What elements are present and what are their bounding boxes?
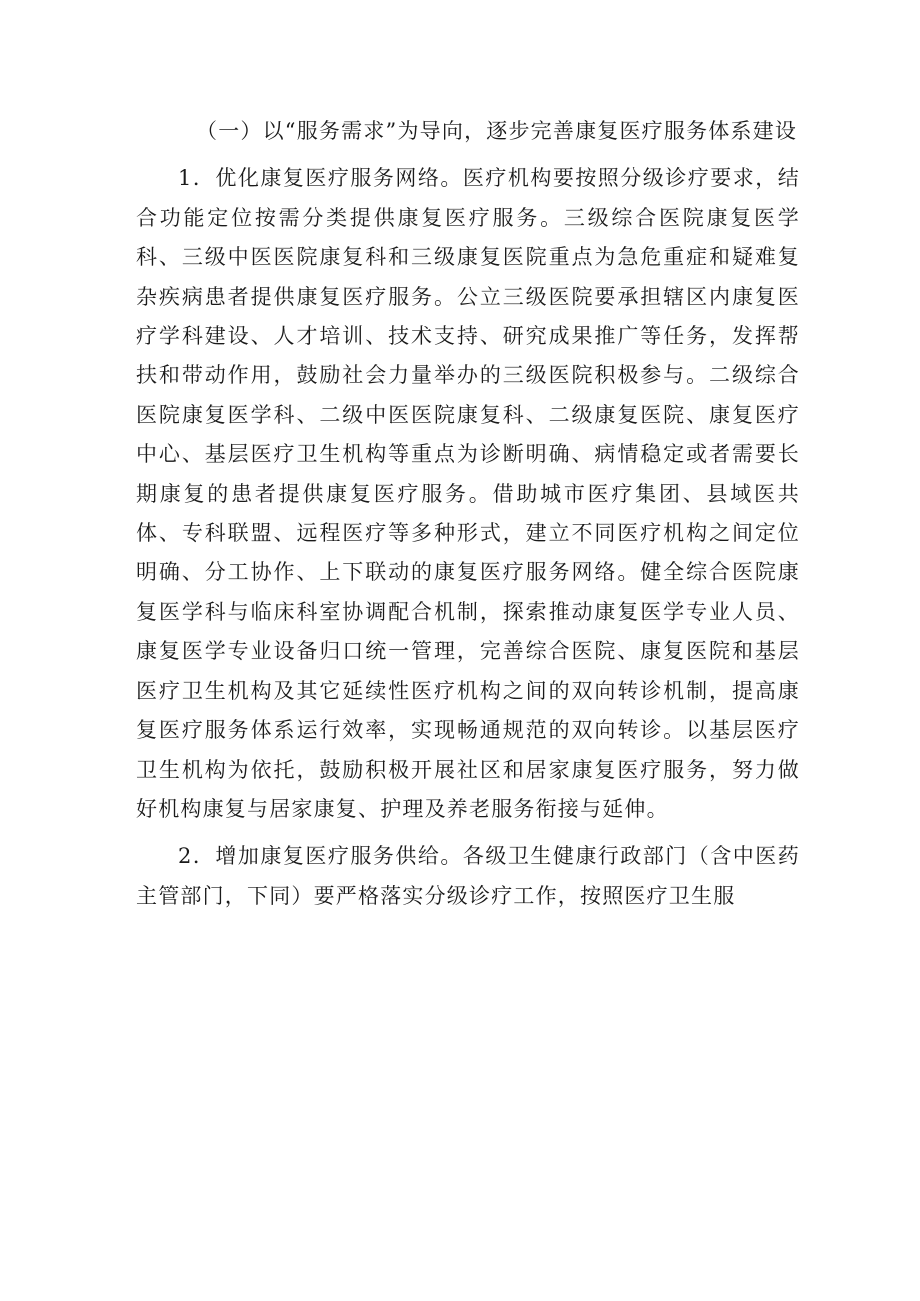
document-body	[136, 112, 800, 924]
section-heading: （一）以“服务需求”为导向，逐步完善康复医疗服务体系建设	[196, 119, 798, 143]
paragraph-2: 2．增加康复医疗服务供给。各级卫生健康行政部门（含中医药主管部门，下同）要严格落实分级诊疗工作，按照医疗卫生服	[136, 844, 800, 908]
paragraph-1: 1．优化康复医疗服务网络。医疗机构要按照分级诊疗要求，结合功能定位按需分类提供康复医疗服务。三级综合医院康复医学科、三级中医医院康复科和三级康复医院重点为急危重症和疑难复杂疾病患者提供康复医疗服务。公立三级医院要承担辖区内康复医疗学科建设、人才培训、技术支持、研究成果推广等任务，发挥帮扶和带动作用，鼓励社会力量举办的三级医院积极参与。二级综合医院康复医学科、二级中医医院康复科、二级康复医院、康复医疗中心、基层医疗卫生机构等重点为诊断明确、病情稳定或者需要长期康复的患者提供康复医疗服务。借助城市医疗集团、县域医共体、专科联盟、远程医疗等多种形式，建立不同医疗机构之间定位明确、分工协作、上下联动的康复医疗服务网络。健全综合医院康复医学科与临床科室协调配合机制，探索推动康复医学专业人员、康复医学专业设备归口统一管理，完善综合医院、康复医院和基层医疗卫生机构及其它延续性医疗机构之间的双向转诊机制，提高康复医疗服务体系运行效率，实现畅通规范的双向转诊。以基层医疗卫生机构为依托，鼓励积极开展社区和居家康复医疗服务，努力做好机构康复与居家康复、护理及养老服务衔接与延伸。	[136, 166, 800, 821]
